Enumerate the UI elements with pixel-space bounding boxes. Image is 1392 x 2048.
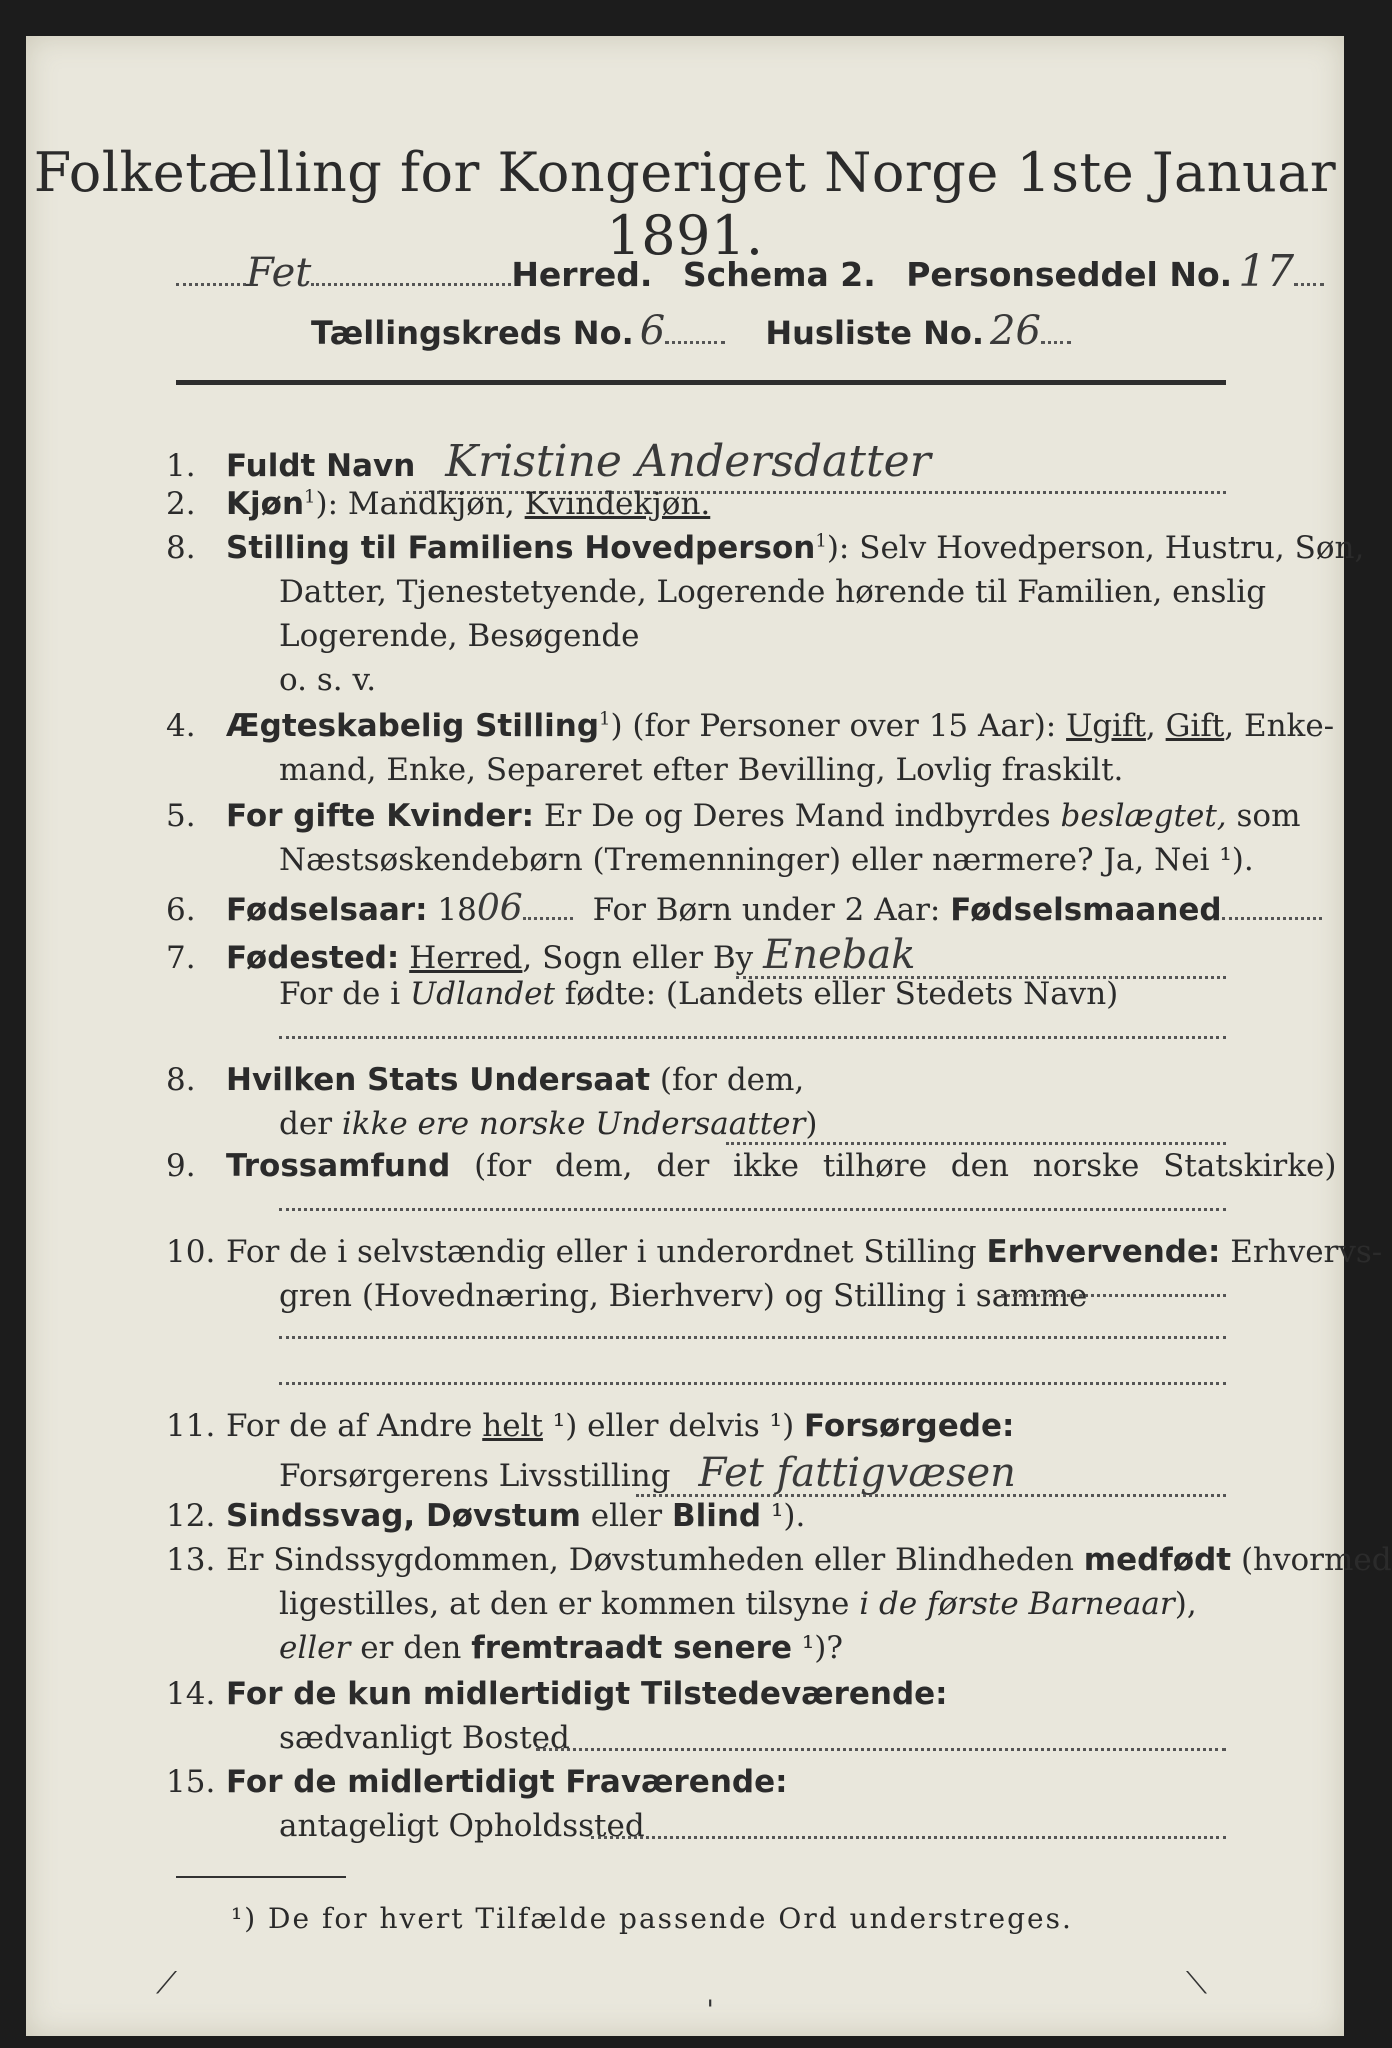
q11-text1: For de af Andre <box>226 1408 483 1444</box>
herred-label: Herred. <box>511 255 653 294</box>
q13-fremtraadt: fremtraadt senere <box>471 1630 792 1666</box>
q8-text3: ) <box>805 1106 818 1142</box>
corner-mark-right: ⟍ <box>1186 1966 1207 2001</box>
q7-herred: Herred <box>409 940 523 976</box>
form-title: Folketælling for Kongeriget Norge 1ste Januar 1891. <box>33 141 1337 267</box>
q13-text4: ), <box>1174 1586 1197 1622</box>
q10-text1: For de i selvstændig eller i underordnet Stilling <box>226 1234 987 1270</box>
personseddel-label: Personseddel No. <box>906 255 1233 294</box>
q3-number: 8. <box>166 530 196 566</box>
q9-number: 9. <box>166 1148 196 1184</box>
q5-number: 5. <box>166 798 196 834</box>
center-mark: ˌ <box>706 1976 715 2011</box>
q4-sup: 1 <box>599 708 611 730</box>
q2-row <box>166 486 710 522</box>
q5-beslaegtet: beslægtet, <box>1060 798 1227 834</box>
q13-number: 13. <box>166 1542 216 1578</box>
q9-text: (for dem, der ikke tilhøre den norske Statskirke) <box>450 1148 1337 1184</box>
q4-ugift: Ugift <box>1066 708 1146 744</box>
footnote: ¹) De for hvert Tilfælde passende Ord understreges. <box>231 1902 1073 1935</box>
q11-text2: ¹) eller delvis ¹) <box>542 1408 805 1444</box>
q9-row <box>166 1148 1336 1184</box>
q7-text1: , Sogn eller By <box>522 940 754 976</box>
q1-number: 1. <box>166 448 196 484</box>
q10-erhvervende: Erhvervende: <box>986 1234 1221 1270</box>
q11-value: Fet fattigvæsen <box>698 1450 1016 1496</box>
q7-row1 <box>166 932 916 978</box>
q3-row1 <box>166 530 1364 566</box>
q13-eller: eller <box>279 1630 351 1666</box>
q5-row2: Næstsøskendebørn (Tremenninger) eller nærmere? Ja, Nei ¹). <box>279 842 1254 878</box>
q6-number: 6. <box>166 892 196 928</box>
q13-text1: Er Sindssygdommen, Døvstumheden eller Blindheden <box>226 1542 1084 1578</box>
q14-row1 <box>166 1676 948 1712</box>
q1-value: Kristine Andersdatter <box>445 436 931 487</box>
q4-comma: , <box>1145 708 1166 744</box>
q13-medfodt: medfødt <box>1083 1542 1232 1578</box>
q3-row2: Datter, Tjenestetyende, Logerende hørende til Familien, enslig <box>279 574 1267 610</box>
q13-row2 <box>279 1586 1197 1622</box>
q10-dotline3 <box>279 1382 1226 1385</box>
q15-number: 15. <box>166 1764 216 1800</box>
q4-row2: mand, Enke, Separeret efter Bevilling, Lovlig fraskilt. <box>279 752 1124 788</box>
q2-text: ): Mandkjøn, <box>315 486 525 522</box>
q4-label: Ægteskabelig Stilling <box>226 708 600 744</box>
q13-text3: ligestilles, at den er kommen tilsyne <box>279 1586 860 1622</box>
q8-text2: der <box>279 1106 342 1142</box>
q7-number: 7. <box>166 940 196 976</box>
q15-row1 <box>166 1764 788 1800</box>
q2-kvindekjon: Kvindekjøn. <box>524 486 711 522</box>
q10-dotline1 <box>1001 1294 1226 1297</box>
q4-text1: ) (for Personer over 15 Aar): <box>610 708 1067 744</box>
q12-text: eller <box>580 1498 672 1534</box>
q3-row3: Logerende, Besøgende <box>279 618 640 654</box>
q14-label: For de kun midlertidigt Tilstedeværende: <box>226 1676 948 1712</box>
q9-label: Trossamfund <box>226 1148 451 1184</box>
q13-text2: (hvormed <box>1231 1542 1392 1578</box>
q12-text2: ¹). <box>761 1498 806 1534</box>
q1-label: Fuldt Navn <box>226 448 416 484</box>
q14-row2: sædvanligt Bosted <box>279 1720 570 1756</box>
q13-text6: ¹)? <box>791 1630 843 1666</box>
q13-barneaar: i de første Barneaar <box>859 1586 1175 1622</box>
q12-label: Sindssvag, Døvstum <box>226 1498 581 1534</box>
q7-dotline2 <box>279 1036 1226 1039</box>
census-form-sheet <box>26 36 1392 2036</box>
q10-row1 <box>166 1234 1382 1270</box>
q8-row1 <box>166 1062 804 1098</box>
q10-number: 10. <box>166 1234 216 1270</box>
q5-text1: Er De og Deres Mand indbyrdes <box>534 798 1061 834</box>
q11-livsstilling-label: Forsørgerens Livsstilling <box>279 1458 671 1494</box>
q11-forsorgede: Forsørgede: <box>804 1408 1015 1444</box>
q13-text5: er den <box>350 1630 472 1666</box>
husliste-value: 26 <box>990 308 1041 354</box>
q10-row2: gren (Hovednæring, Bierhverv) og Stilling i samme <box>279 1278 1088 1314</box>
q11-dotline <box>636 1494 1226 1497</box>
q6-text: For Børn under 2 Aar: <box>592 892 951 928</box>
herred-line <box>176 246 1324 297</box>
q3-label: Stilling til Familiens Hovedperson <box>226 530 816 566</box>
q15-row2: antageligt Opholdssted <box>279 1808 645 1844</box>
q8-ikke-norske: ikke ere norske Undersaatter <box>341 1106 806 1142</box>
q9-dotline <box>279 1208 1226 1211</box>
herred-value: Fet <box>246 250 312 296</box>
q7-value: Enebak <box>763 932 916 978</box>
q10-dotline2 <box>279 1336 1226 1339</box>
q6-prefix: 18 <box>427 892 477 928</box>
q8-number: 8. <box>166 1062 196 1098</box>
q5-label: For gifte Kvinder: <box>226 798 535 834</box>
q2-number: 2. <box>166 486 196 522</box>
q7-label: Fødested: <box>226 940 400 976</box>
q8-dotline <box>726 1142 1226 1145</box>
personseddel-value: 17 <box>1238 246 1295 297</box>
q11-helt: helt <box>482 1408 543 1444</box>
q2-label: Kjøn <box>226 486 305 522</box>
q3-row4: o. s. v. <box>279 662 377 698</box>
q4-gift: Gift <box>1165 708 1225 744</box>
q14-number: 14. <box>166 1676 216 1712</box>
q12-number: 12. <box>166 1498 216 1534</box>
q15-dotline <box>591 1836 1226 1839</box>
q8-label: Hvilken Stats Undersaat <box>226 1062 651 1098</box>
q15-label: For de midlertidigt Fraværende: <box>226 1764 788 1800</box>
q8-row2 <box>279 1106 817 1142</box>
kreds-value: 6 <box>639 308 666 354</box>
q7-text2: For de i <box>279 976 410 1012</box>
q3-text1: ): Selv Hovedperson, Hustru, Søn, <box>826 530 1365 566</box>
q7-row2 <box>279 976 1118 1012</box>
q4-number: 4. <box>166 708 196 744</box>
q1-row <box>166 436 931 487</box>
q6-label: Fødselsaar: <box>226 892 428 928</box>
q5-text2: som <box>1226 798 1301 834</box>
schema-label: Schema 2. <box>682 255 876 294</box>
q7-udlandet: Udlandet <box>409 976 555 1012</box>
q6-fodselsmaaned: Fødselsmaaned <box>950 892 1222 928</box>
q8-text1: (for dem, <box>650 1062 805 1098</box>
q12-blind: Blind <box>671 1498 762 1534</box>
q13-row1 <box>166 1542 1392 1578</box>
husliste-label: Husliste No. <box>765 314 984 352</box>
header-rule <box>176 380 1226 385</box>
q10-text2: Erhvervs- <box>1220 1234 1383 1270</box>
q2-sup: 1 <box>304 486 316 508</box>
q4-row1 <box>166 708 1334 744</box>
q12-row <box>166 1498 805 1534</box>
q4-text2: , Enke- <box>1224 708 1335 744</box>
q6-value: 06 <box>476 888 523 929</box>
kreds-line <box>311 308 1071 354</box>
q13-row3 <box>279 1630 843 1666</box>
q14-dotline <box>536 1748 1226 1751</box>
footnote-rule <box>176 1876 346 1878</box>
q5-row1 <box>166 798 1300 834</box>
q11-row2 <box>279 1450 1016 1496</box>
q11-row1 <box>166 1408 1014 1444</box>
corner-mark-left: ⟋ <box>156 1966 177 2001</box>
q6-row <box>166 888 1322 929</box>
q3-sup: 1 <box>815 530 827 552</box>
q7-text3: fødte: (Landets eller Stedets Navn) <box>554 976 1119 1012</box>
kreds-label: Tællingskreds No. <box>311 314 634 352</box>
q11-number: 11. <box>166 1408 216 1444</box>
